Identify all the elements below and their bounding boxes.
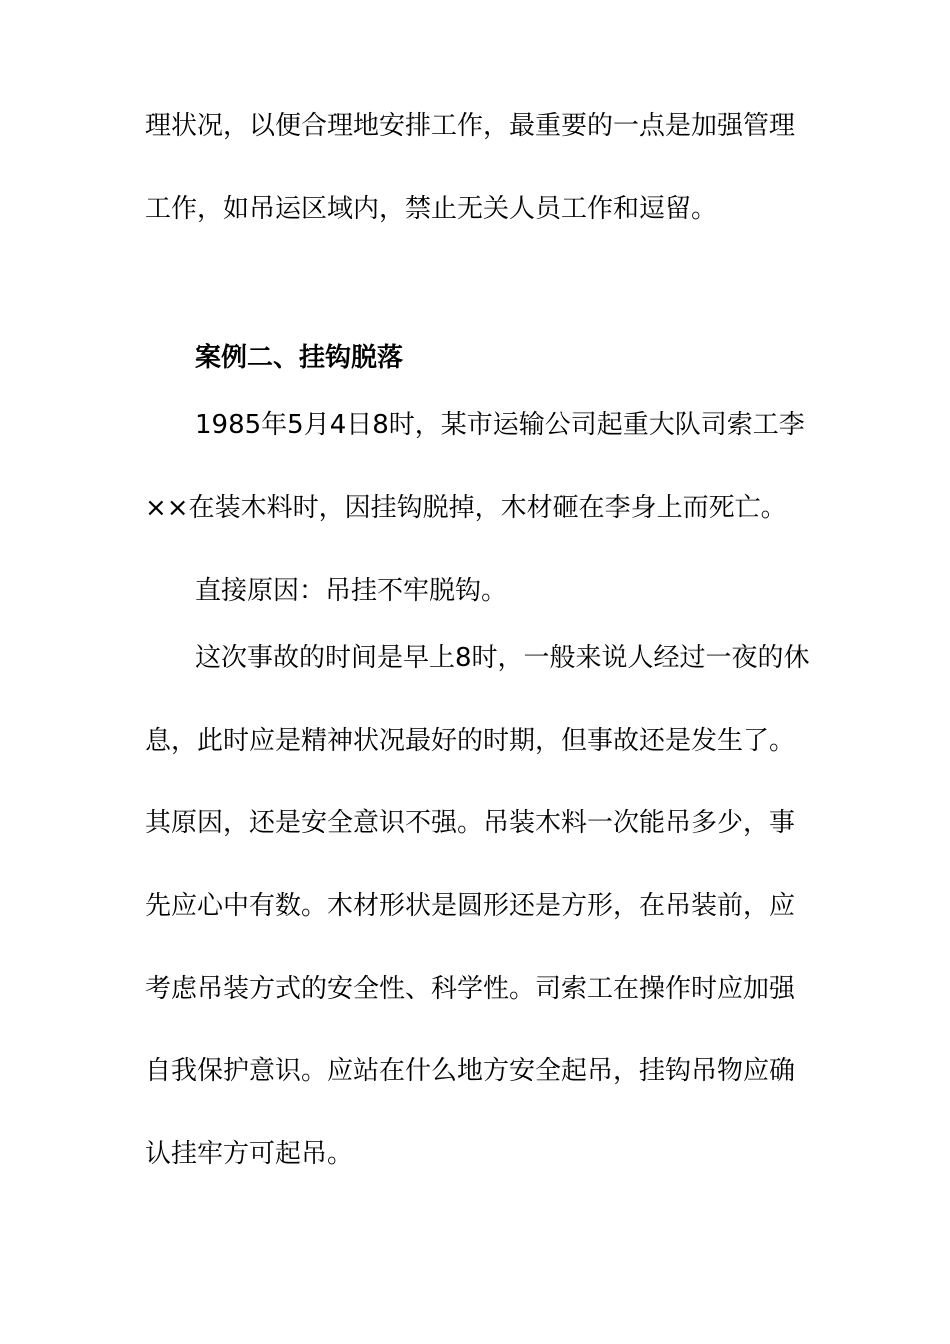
paragraph-line: 1985年5月4日8时，某市运输公司起重大队司索工李 xyxy=(195,410,805,440)
paragraph-line: 这次事故的时间是早上8时，一般来说人经过一夜的休 xyxy=(195,643,810,673)
section-heading: 案例二、挂钩脱落 xyxy=(195,343,404,373)
paragraph-line: 考虑吊装方式的安全性、科学性。司索工在操作时应加强 xyxy=(145,974,796,1004)
paragraph-line: 先应心中有数。木材形状是圆形还是方形，在吊装前，应 xyxy=(145,891,796,921)
paragraph-line: 息，此时应是精神状况最好的时期，但事故还是发生了。 xyxy=(145,726,796,756)
paragraph-line: 自我保护意识。应站在什么地方安全起吊，挂钩吊物应确 xyxy=(145,1056,796,1086)
paragraph-line: 直接原因：吊挂不牢脱钩。 xyxy=(195,576,508,606)
paragraph-line: 认挂牢方可起吊。 xyxy=(145,1139,354,1169)
paragraph-line: 其原因，还是安全意识不强。吊装木料一次能吊多少，事 xyxy=(145,808,796,838)
paragraph-line: 工作，如吊运区域内，禁止无关人员工作和逗留。 xyxy=(145,194,718,224)
paragraph-line: ××在装木料时，因挂钩脱掉，木材砸在李身上而死亡。 xyxy=(145,493,787,523)
paragraph-line: 理状况，以便合理地安排工作，最重要的一点是加强管理 xyxy=(145,111,796,141)
